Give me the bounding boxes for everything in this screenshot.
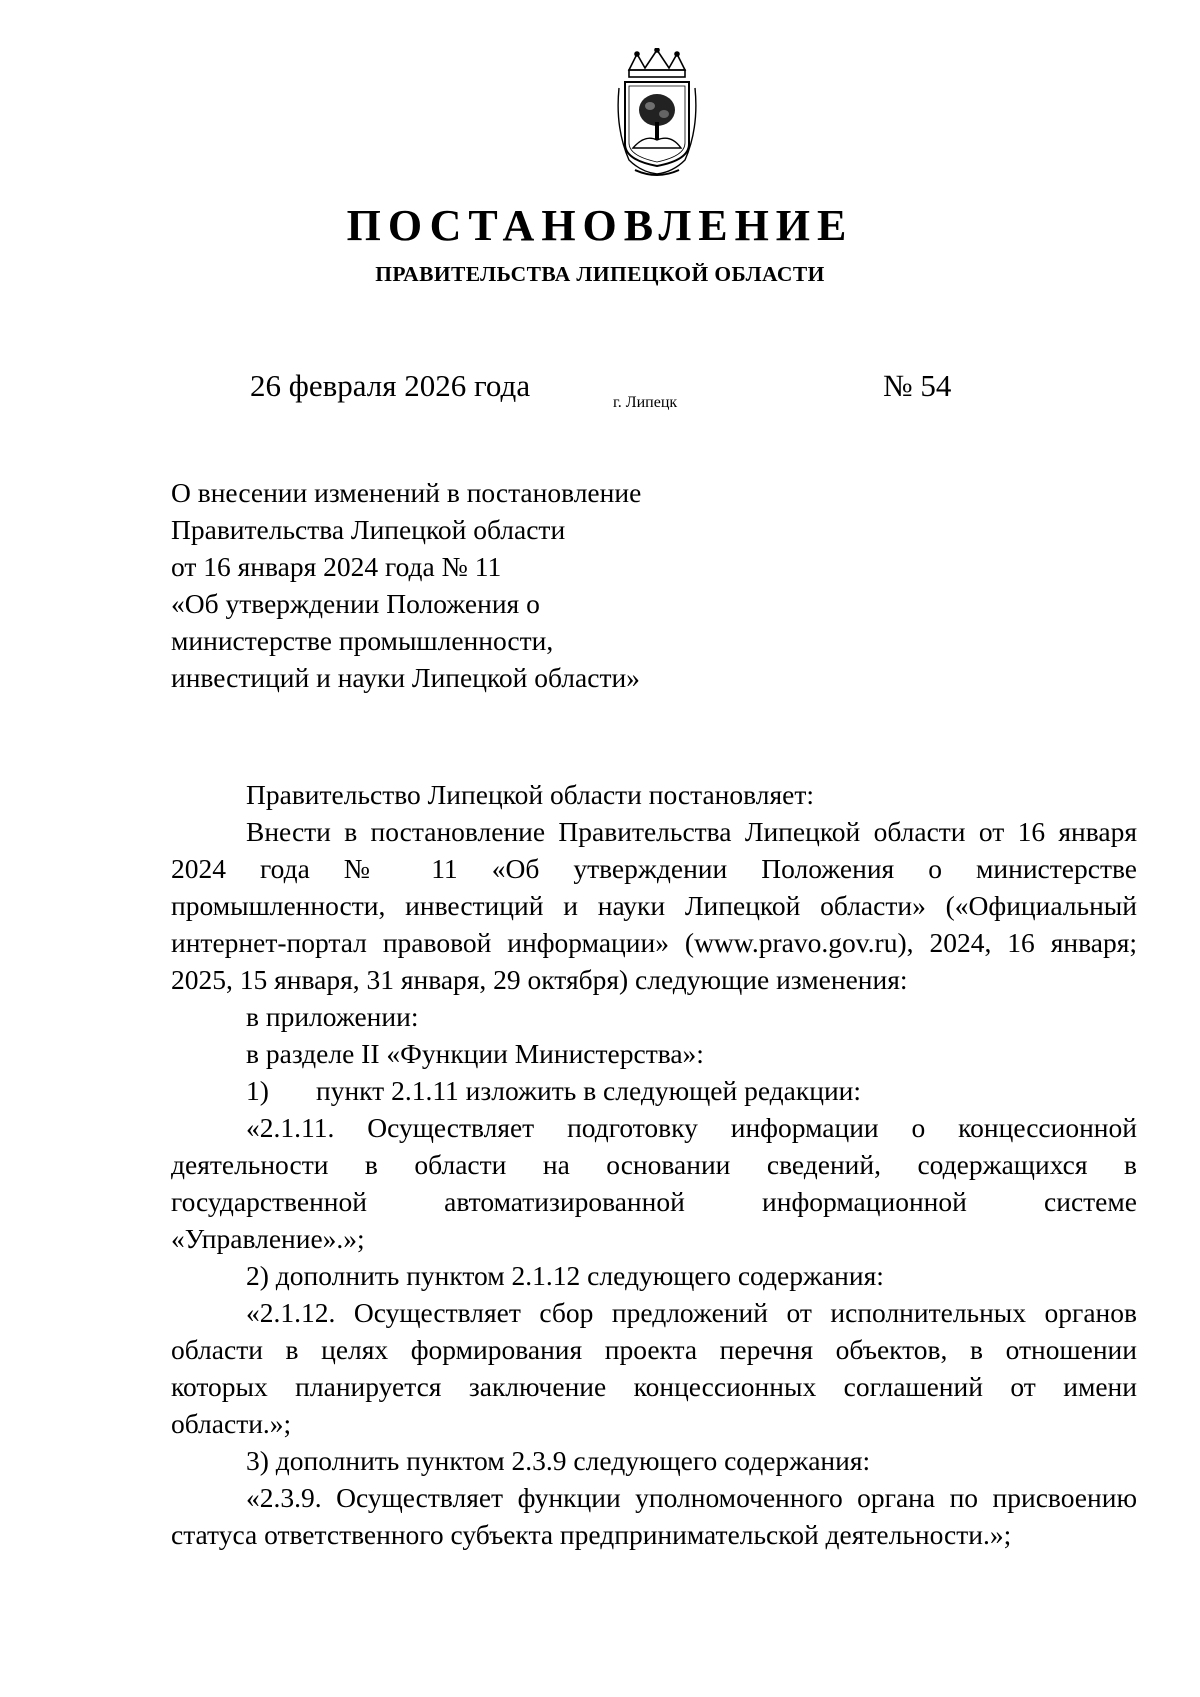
paragraph-line: которых планируется заключение концессионных соглашений от имени — [171, 1371, 1137, 1402]
paragraph-line: 2024 года № 11 «Об утверждении Положения о министерстве — [171, 853, 1137, 884]
paragraph-line: деятельности в области на основании сведений, содержащихся в — [171, 1149, 1137, 1180]
subject-line: министерстве промышленности, — [171, 625, 554, 656]
list-item-text: пункт 2.1.11 изложить в следующей редакции: — [316, 1075, 862, 1106]
lipetsk-region-coat-of-arms-icon — [615, 48, 699, 178]
coat-of-arms-emblem — [615, 48, 699, 178]
paragraph-line: государственной автоматизированной информационной системе — [171, 1186, 1137, 1217]
subject-line: инвестиций и науки Липецкой области» — [171, 662, 640, 693]
paragraph-line: области.»; — [171, 1408, 292, 1439]
subject-line: Правительства Липецкой области — [171, 514, 566, 545]
document-body — [171, 776, 1137, 1553]
document-date: 26 февраля 2026 года — [250, 368, 531, 403]
subject-line: «Об утверждении Положения о — [171, 588, 540, 619]
paragraph-line: «2.1.12. Осуществляет сбор предложений от исполнительных органов — [246, 1297, 1137, 1328]
document-number: № 54 — [883, 368, 952, 403]
list-item-1 — [171, 1072, 1137, 1109]
paragraph-line: «Управление».»; — [171, 1223, 365, 1254]
paragraph-line: промышленности, инвестиций и науки Липецкой области» («Официальный — [171, 890, 1137, 921]
list-item-2: 2) дополнить пунктом 2.1.12 следующего содержания: — [246, 1260, 884, 1291]
paragraph-line: «2.1.11. Осуществляет подготовку информации о концессионной — [246, 1112, 1137, 1143]
paragraph-appendix: в приложении: — [246, 1001, 419, 1032]
paragraph-line: области в целях формирования проекта перечня объектов, в отношении — [171, 1334, 1137, 1365]
quote-2-1-11 — [171, 1109, 1137, 1257]
paragraph-section: в разделе II «Функции Министерства»: — [246, 1038, 704, 1069]
paragraph-amendment — [171, 813, 1137, 998]
document-subject — [171, 474, 711, 696]
paragraph-line: 2025, 15 января, 31 января, 29 октября) следующие изменения: — [171, 964, 908, 995]
issuing-authority: ПРАВИТЕЛЬСТВА ЛИПЕЦКОЙ ОБЛАСТИ — [375, 262, 825, 286]
paragraph-line: «2.3.9. Осуществляет функции уполномоченного органа по присвоению — [246, 1482, 1137, 1513]
subject-line: от 16 января 2024 года № 11 — [171, 551, 502, 582]
paragraph-line: интернет-портал правовой информации» (www.pravo.gov.ru), 2024, 16 января; — [171, 927, 1137, 958]
quote-2-1-12 — [171, 1294, 1137, 1442]
paragraph-line: статуса ответственного субъекта предпринимательской деятельности.»; — [171, 1519, 1012, 1550]
document-city: г. Липецк — [613, 394, 678, 411]
list-item-3: 3) дополнить пунктом 2.3.9 следующего содержания: — [246, 1445, 871, 1476]
list-item-number: 1) — [246, 1075, 269, 1106]
document-title: ПОСТАНОВЛЕНИЕ — [346, 201, 854, 250]
quote-2-3-9 — [171, 1479, 1137, 1553]
subject-line: О внесении изменений в постановление — [171, 477, 642, 508]
intro-paragraph: Правительство Липецкой области постановляет: — [246, 779, 815, 810]
paragraph-line: Внести в постановление Правительства Липецкой области от 16 января — [246, 816, 1137, 847]
